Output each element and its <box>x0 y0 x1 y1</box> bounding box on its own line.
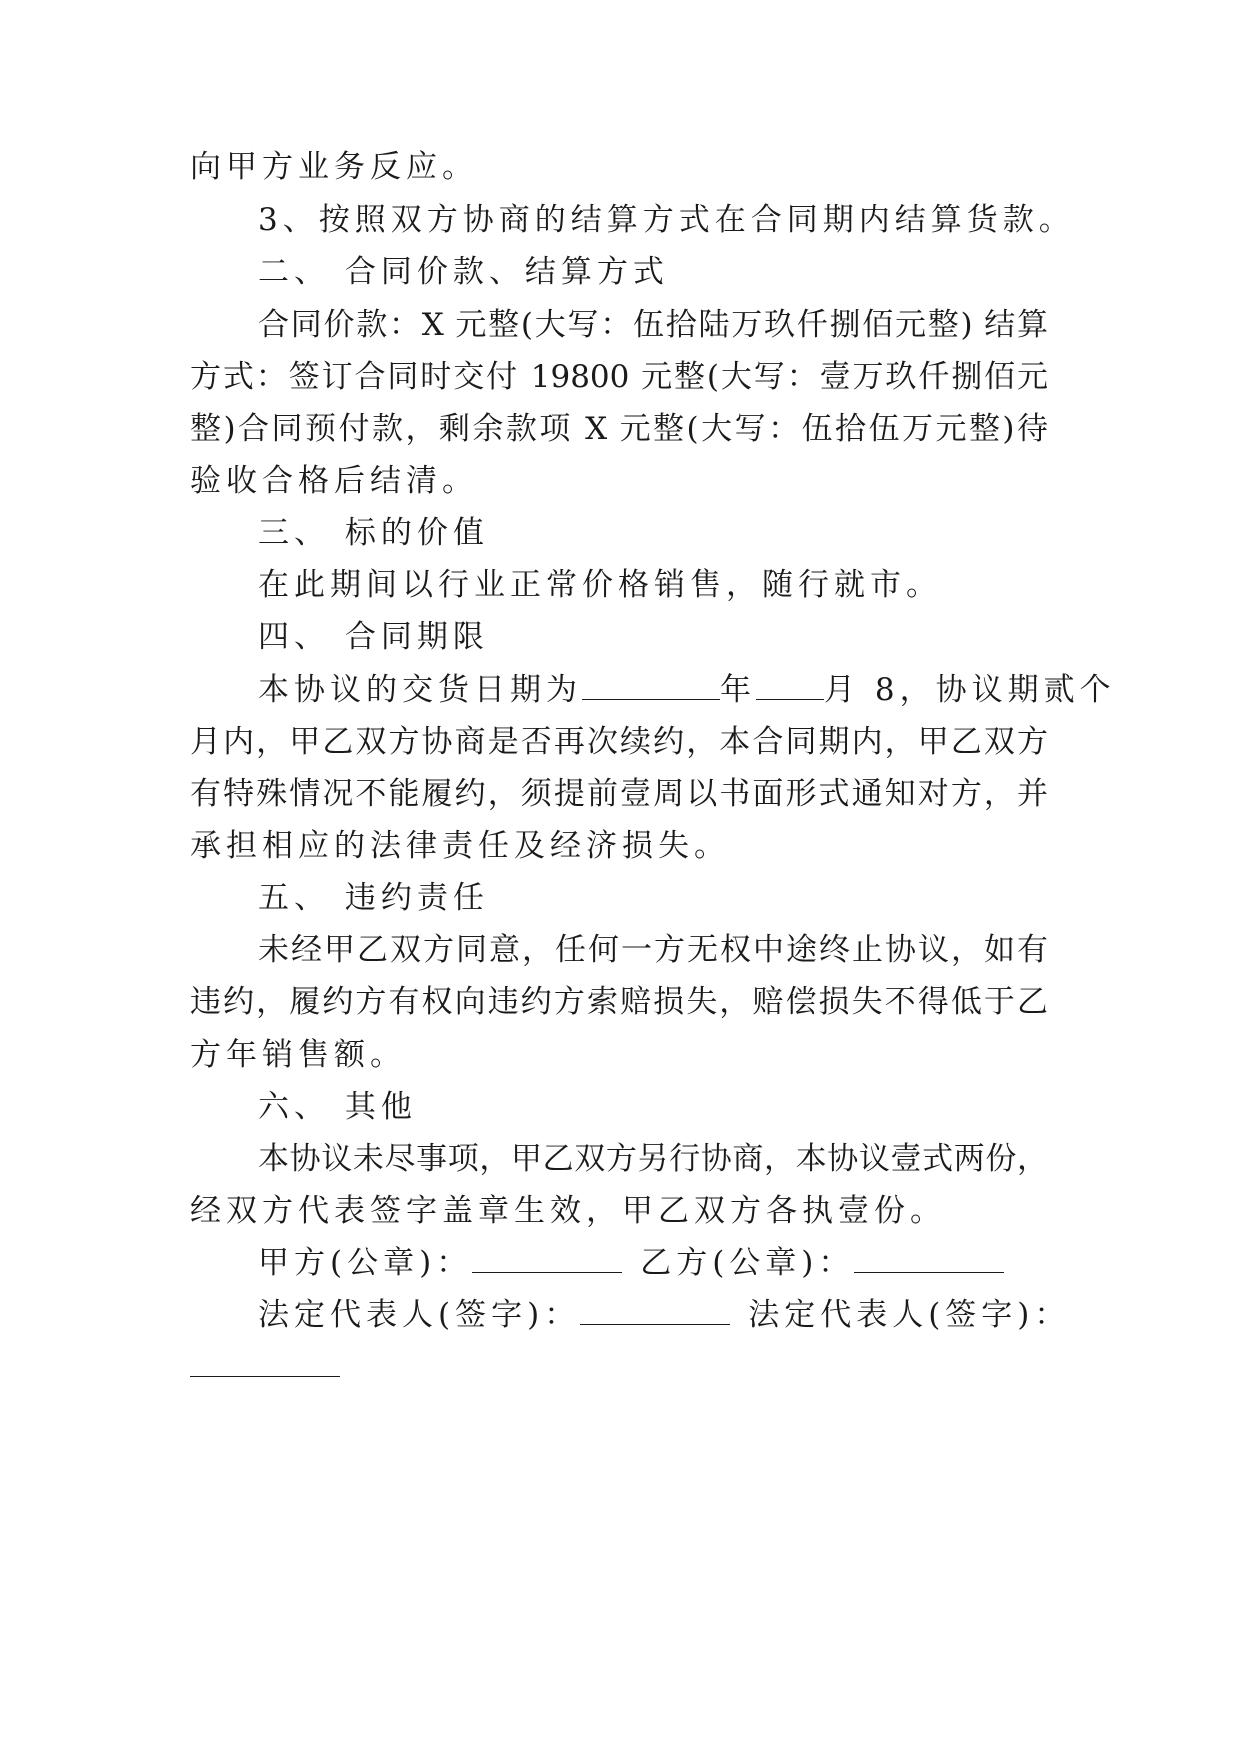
term-line-2: 月内，甲乙双方协商是否再次续约，本合同期内，甲乙双方 <box>190 724 1048 760</box>
term-line-4: 承担相应的法律责任及经济损失。 <box>190 828 730 864</box>
representative-line <box>258 1297 1071 1333</box>
party-b-rep-blank[interactable] <box>190 1376 340 1377</box>
party-b-seal-blank[interactable] <box>854 1250 1004 1273</box>
delivery-prefix: 本协议的交货日期为 <box>258 672 582 708</box>
section-heading-6: 六、 其他 <box>258 1089 417 1125</box>
section-heading-3: 三、 标的价值 <box>258 515 489 551</box>
clause-3-line: 3、按照双方协商的结算方式在合同期内结算货款。 <box>258 202 1075 238</box>
price-line-1: 合同价款：X 元整(大写：伍拾陆万玖仟捌佰元整) 结算 <box>258 307 1048 343</box>
party-b-rep-label: 法定代表人(签字)： <box>748 1297 1071 1333</box>
year-label: 年 <box>720 672 756 708</box>
party-a-seal-blank[interactable] <box>472 1250 622 1273</box>
breach-line-3: 方年销售额。 <box>190 1037 406 1073</box>
party-b-seal-label: 乙方(公章)： <box>640 1245 855 1281</box>
party-a-rep-blank[interactable] <box>580 1302 730 1325</box>
price-line-3: 整)合同预付款，剩余款项 X 元整(大写：伍拾伍万元整)待 <box>190 411 1048 447</box>
price-line-2: 方式：签订合同时交付 19800 元整(大写：壹万玖仟捌佰元 <box>190 359 1048 395</box>
price-line-4: 验收合格后结清。 <box>190 463 478 499</box>
year-blank[interactable] <box>582 677 720 700</box>
paragraph-line: 向甲方业务反应。 <box>190 149 478 185</box>
seal-line <box>258 1245 1004 1281</box>
breach-line-1: 未经甲乙双方同意，任何一方无权中途终止协议，如有 <box>258 932 1048 968</box>
section-heading-4: 四、 合同期限 <box>258 619 489 655</box>
section-heading-5: 五、 违约责任 <box>258 880 489 916</box>
delivery-date-line <box>258 672 1116 708</box>
month-blank[interactable] <box>756 677 824 700</box>
party-a-seal-label: 甲方(公章)： <box>258 1245 473 1281</box>
breach-line-2: 违约，履约方有权向违约方索赔损失，赔偿损失不得低于乙 <box>190 984 1048 1020</box>
month-label: 月 8，协议期贰个 <box>824 672 1116 708</box>
term-line-3: 有特殊情况不能履约，须提前壹周以书面形式通知对方，并 <box>190 776 1048 812</box>
other-line-2: 经双方代表签字盖章生效，甲乙双方各执壹份。 <box>190 1193 946 1229</box>
section-heading-2: 二、 合同价款、结算方式 <box>258 254 669 290</box>
value-line: 在此期间以行业正常价格销售，随行就市。 <box>258 567 942 603</box>
party-a-rep-label: 法定代表人(签字)： <box>258 1297 581 1333</box>
other-line-1: 本协议未尽事项，甲乙双方另行协商，本协议壹式两份， <box>258 1141 1048 1177</box>
